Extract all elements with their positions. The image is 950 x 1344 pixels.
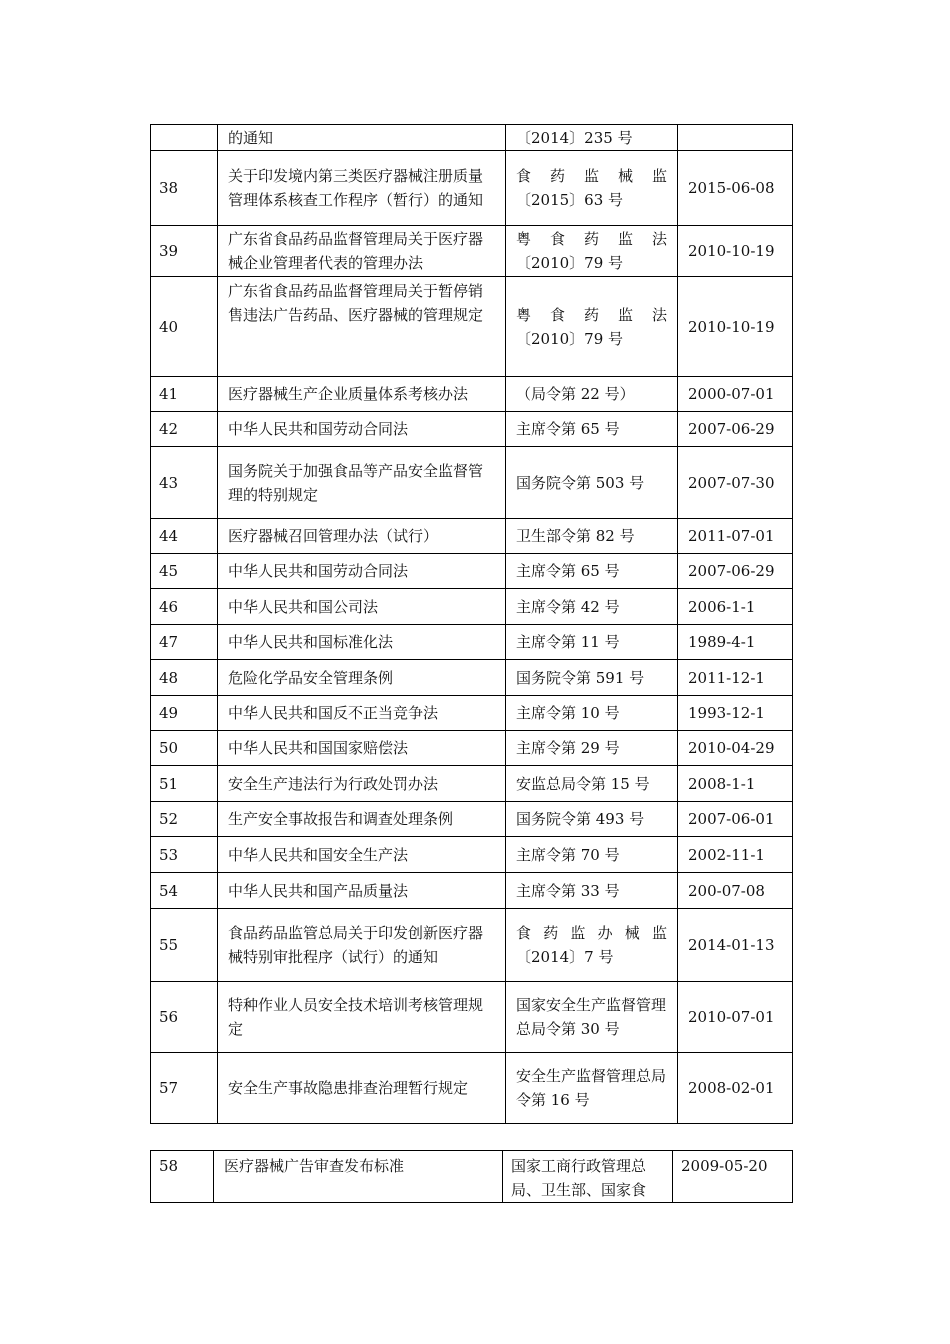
row-number: 44 bbox=[151, 519, 218, 554]
document-number-line1: 粤 食 药 监 法 bbox=[516, 230, 667, 248]
row-number: 38 bbox=[151, 151, 218, 226]
effective-date: 2007-06-29 bbox=[678, 554, 793, 589]
document-number: 主席令第 29 号 bbox=[506, 731, 678, 766]
effective-date: 2010-07-01 bbox=[678, 982, 793, 1053]
table-row bbox=[151, 731, 793, 766]
document-number-line2: 〔2010〕79 号 bbox=[516, 254, 624, 272]
row-number: 46 bbox=[151, 589, 218, 625]
row-number: 42 bbox=[151, 412, 218, 447]
row-number: 50 bbox=[151, 731, 218, 766]
document-number-line2: 〔2010〕79 号 bbox=[516, 329, 624, 348]
effective-date: 2008-02-01 bbox=[678, 1053, 793, 1124]
document-number: 主席令第 33 号 bbox=[506, 873, 678, 909]
effective-date: 2015-06-08 bbox=[678, 151, 793, 226]
table-row bbox=[151, 226, 793, 277]
row-number: 49 bbox=[151, 696, 218, 731]
row-number: 52 bbox=[151, 802, 218, 837]
effective-date: 2007-06-29 bbox=[678, 412, 793, 447]
row-number: 56 bbox=[151, 982, 218, 1053]
effective-date: 200-07-08 bbox=[678, 873, 793, 909]
regulation-title: 中华人民共和国标准化法 bbox=[218, 625, 506, 660]
regulation-title: 中华人民共和国公司法 bbox=[218, 589, 506, 625]
row-number: 51 bbox=[151, 766, 218, 802]
table-row bbox=[151, 589, 793, 625]
effective-date: 2010-10-19 bbox=[678, 277, 793, 377]
document-number: 国家工商行政管理总局、卫生部、国家食 bbox=[503, 1151, 673, 1203]
row-number: 41 bbox=[151, 377, 218, 412]
row-number: 57 bbox=[151, 1053, 218, 1124]
document-number-line2: 〔2014〕7 号 bbox=[516, 948, 614, 966]
regulation-title: 关于印发境内第三类医疗器械注册质量管理体系核查工作程序（暂行）的通知 bbox=[218, 151, 506, 226]
table-row bbox=[151, 151, 793, 226]
effective-date: 1993-12-1 bbox=[678, 696, 793, 731]
regulation-title: 医疗器械召回管理办法（试行） bbox=[218, 519, 506, 554]
document-number: 主席令第 65 号 bbox=[506, 412, 678, 447]
row-number: 48 bbox=[151, 660, 218, 696]
regulation-title: 中华人民共和国反不正当竞争法 bbox=[218, 696, 506, 731]
effective-date: 2010-04-29 bbox=[678, 731, 793, 766]
effective-date: 2011-07-01 bbox=[678, 519, 793, 554]
document-number bbox=[506, 909, 678, 982]
table-row bbox=[151, 766, 793, 802]
table-row bbox=[151, 1053, 793, 1124]
row-number: 40 bbox=[151, 277, 218, 377]
effective-date: 1989-4-1 bbox=[678, 625, 793, 660]
document-number: 主席令第 10 号 bbox=[506, 696, 678, 731]
regulations-table bbox=[150, 124, 793, 1124]
regulation-title: 中华人民共和国产品质量法 bbox=[218, 873, 506, 909]
document-number: （局令第 22 号） bbox=[506, 377, 678, 412]
effective-date: 2002-11-1 bbox=[678, 837, 793, 873]
table-row bbox=[151, 660, 793, 696]
table-row bbox=[151, 696, 793, 731]
row-number: 45 bbox=[151, 554, 218, 589]
effective-date: 2006-1-1 bbox=[678, 589, 793, 625]
document-number: 国务院令第 493 号 bbox=[506, 802, 678, 837]
document-number: 主席令第 11 号 bbox=[506, 625, 678, 660]
table-row bbox=[151, 377, 793, 412]
regulation-title: 安全生产违法行为行政处罚办法 bbox=[218, 766, 506, 802]
regulation-title: 中华人民共和国劳动合同法 bbox=[218, 554, 506, 589]
table-row bbox=[151, 554, 793, 589]
table-row bbox=[151, 125, 793, 151]
document-number-line1: 食 药 监 办 械 监 bbox=[516, 924, 667, 942]
document-number: 国务院令第 503 号 bbox=[506, 447, 678, 519]
document-number: 安监总局令第 15 号 bbox=[506, 766, 678, 802]
document-number: 卫生部令第 82 号 bbox=[506, 519, 678, 554]
document-number: 主席令第 65 号 bbox=[506, 554, 678, 589]
regulation-title: 医疗器械生产企业质量体系考核办法 bbox=[218, 377, 506, 412]
regulation-title: 国务院关于加强食品等产品安全监督管理的特别规定 bbox=[218, 447, 506, 519]
document-number: 主席令第 42 号 bbox=[506, 589, 678, 625]
regulation-title: 的通知 bbox=[218, 125, 506, 151]
document-number: 〔2014〕235 号 bbox=[506, 125, 678, 151]
effective-date: 2010-10-19 bbox=[678, 226, 793, 277]
document-number-line2: 〔2015〕63 号 bbox=[516, 191, 624, 209]
document-number-line1: 粤 食 药 监 法 bbox=[516, 305, 667, 324]
row-number bbox=[151, 125, 218, 151]
document-number: 安全生产监督管理总局令第 16 号 bbox=[506, 1053, 678, 1124]
regulation-title: 中华人民共和国劳动合同法 bbox=[218, 412, 506, 447]
regulation-title: 危险化学品安全管理条例 bbox=[218, 660, 506, 696]
regulation-title: 医疗器械广告审查发布标准 bbox=[214, 1151, 503, 1203]
table-row bbox=[151, 802, 793, 837]
regulation-title: 安全生产事故隐患排查治理暂行规定 bbox=[218, 1053, 506, 1124]
document-number: 主席令第 70 号 bbox=[506, 837, 678, 873]
effective-date: 2000-07-01 bbox=[678, 377, 793, 412]
effective-date: 2008-1-1 bbox=[678, 766, 793, 802]
regulation-title: 广东省食品药品监督管理局关于医疗器械企业管理者代表的管理办法 bbox=[218, 226, 506, 277]
table-row bbox=[151, 982, 793, 1053]
regulation-title: 食品药品监管总局关于印发创新医疗器械特别审批程序（试行）的通知 bbox=[218, 909, 506, 982]
row-number: 55 bbox=[151, 909, 218, 982]
row-number: 39 bbox=[151, 226, 218, 277]
table-row bbox=[151, 412, 793, 447]
effective-date: 2007-06-01 bbox=[678, 802, 793, 837]
document-number-line1: 食 药 监 械 监 bbox=[516, 167, 667, 185]
table-row bbox=[151, 519, 793, 554]
regulations-table-continued bbox=[150, 1150, 793, 1203]
table-row bbox=[151, 909, 793, 982]
effective-date: 2007-07-30 bbox=[678, 447, 793, 519]
table-row bbox=[151, 1151, 793, 1203]
document-number bbox=[506, 277, 678, 377]
document-number: 国家安全生产监督管理总局令第 30 号 bbox=[506, 982, 678, 1053]
regulation-title: 广东省食品药品监督管理局关于暂停销售违法广告药品、医疗器械的管理规定 bbox=[218, 277, 506, 377]
regulation-title: 中华人民共和国安全生产法 bbox=[218, 837, 506, 873]
table-row bbox=[151, 277, 793, 377]
table-row bbox=[151, 837, 793, 873]
row-number: 53 bbox=[151, 837, 218, 873]
document-number bbox=[506, 226, 678, 277]
effective-date: 2014-01-13 bbox=[678, 909, 793, 982]
regulation-title: 特种作业人员安全技术培训考核管理规定 bbox=[218, 982, 506, 1053]
document-number: 国务院令第 591 号 bbox=[506, 660, 678, 696]
row-number: 47 bbox=[151, 625, 218, 660]
effective-date: 2011-12-1 bbox=[678, 660, 793, 696]
table-row bbox=[151, 447, 793, 519]
row-number: 58 bbox=[151, 1151, 214, 1203]
regulation-title: 中华人民共和国国家赔偿法 bbox=[218, 731, 506, 766]
table-row bbox=[151, 625, 793, 660]
table-row bbox=[151, 873, 793, 909]
row-number: 54 bbox=[151, 873, 218, 909]
effective-date: 2009-05-20 bbox=[673, 1151, 793, 1203]
row-number: 43 bbox=[151, 447, 218, 519]
document-number bbox=[506, 151, 678, 226]
regulation-title: 生产安全事故报告和调查处理条例 bbox=[218, 802, 506, 837]
effective-date bbox=[678, 125, 793, 151]
